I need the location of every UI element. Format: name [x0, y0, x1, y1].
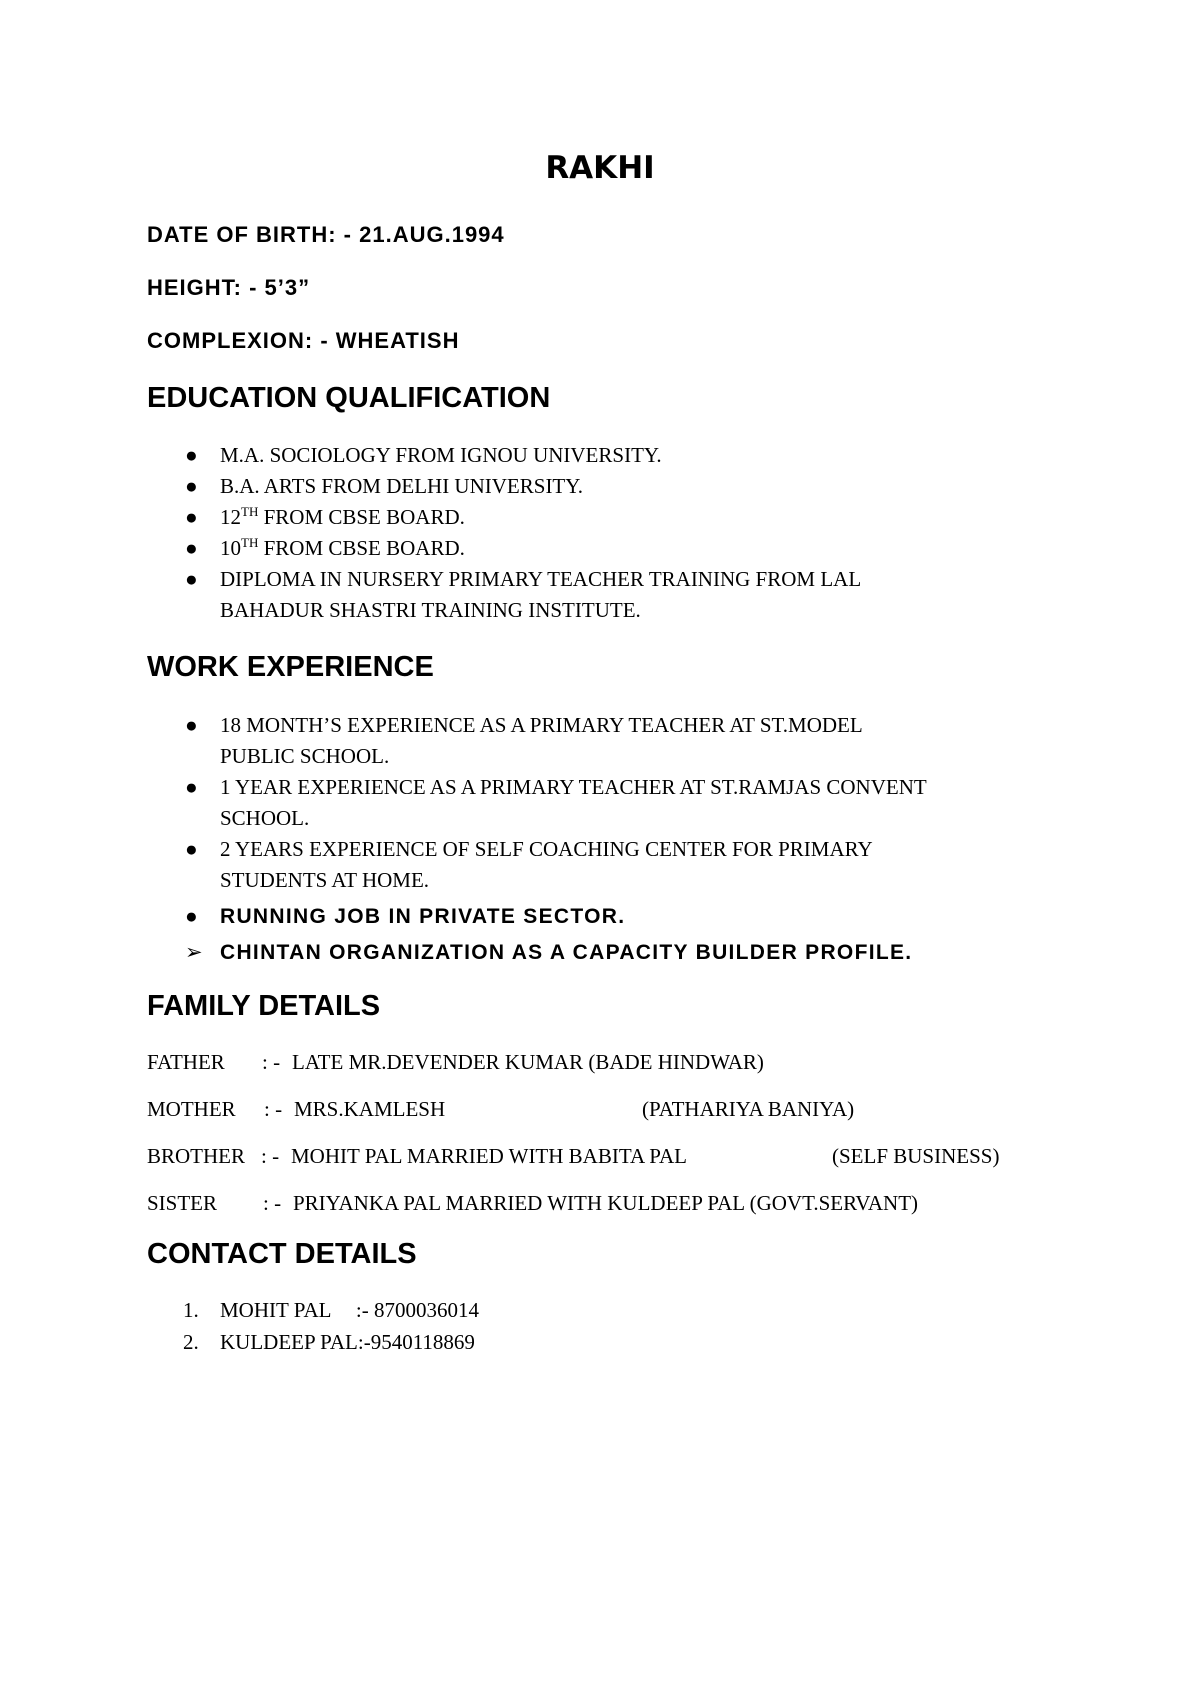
height: HEIGHT: - 5’3” [147, 275, 311, 300]
list-item: ● B.A. ARTS FROM DELHI UNIVERSITY. [147, 471, 1027, 502]
contact-heading: CONTACT DETAILS [147, 1238, 417, 1270]
education-heading: EDUCATION QUALIFICATION [147, 382, 551, 414]
bullet-icon: ● [185, 713, 198, 737]
bullet-icon: ● [185, 837, 198, 861]
list-item: ➢ CHINTAN ORGANIZATION AS A CAPACITY BUILDER PROFILE. [147, 937, 1077, 968]
list-item: 2. KULDEEP PAL:-9540118869 [183, 1330, 475, 1354]
education-list [147, 440, 1027, 626]
work-list [147, 710, 1077, 968]
bullet-icon: ● [185, 904, 198, 928]
list-item: ● 1 YEAR EXPERIENCE AS A PRIMARY TEACHER AT ST.RAMJAS CONVENT SCHOOL. [147, 772, 1077, 834]
bullet-icon: ● [185, 567, 198, 591]
work-heading: WORK EXPERIENCE [147, 651, 434, 683]
list-item: ● RUNNING JOB IN PRIVATE SECTOR. [147, 901, 1077, 932]
list-item: ● DIPLOMA IN NURSERY PRIMARY TEACHER TRAINING FROM LAL BAHADUR SHASTRI TRAINING INSTITUTE. [147, 564, 1027, 626]
family-heading: FAMILY DETAILS [147, 990, 381, 1022]
list-item: ● M.A. SOCIOLOGY FROM IGNOU UNIVERSITY. [147, 440, 1027, 471]
list-item: ● 12TH FROM CBSE BOARD. [147, 502, 1027, 533]
list-item: ● 2 YEARS EXPERIENCE OF SELF COACHING CENTER FOR PRIMARY STUDENTS AT HOME. [147, 834, 1077, 896]
arrow-bullet-icon: ➢ [185, 940, 203, 964]
list-item: ● 10TH FROM CBSE BOARD. [147, 533, 1027, 564]
bullet-icon: ● [185, 505, 198, 529]
list-item: ● 18 MONTH’S EXPERIENCE AS A PRIMARY TEACHER AT ST.MODEL PUBLIC SCHOOL. [147, 710, 1077, 772]
complexion: COMPLEXION: - WHEATISH [147, 328, 460, 353]
family-row-brother: BROTHER : - MOHIT PAL MARRIED WITH BABITA PAL (SELF BUSINESS) [147, 1144, 1000, 1168]
list-item: 1. MOHIT PAL :- 8700036014 [183, 1298, 479, 1322]
bullet-icon: ● [185, 775, 198, 799]
family-row-mother: MOTHER : - MRS.KAMLESH (PATHARIYA BANIYA) [147, 1097, 855, 1121]
contact-list [147, 1294, 479, 1358]
bullet-icon: ● [185, 536, 198, 560]
candidate-name: RAKHI [545, 150, 655, 186]
date-of-birth: DATE OF BIRTH: - 21.AUG.1994 [147, 222, 505, 247]
bullet-icon: ● [185, 474, 198, 498]
family-row-sister: SISTER : - PRIYANKA PAL MARRIED WITH KULDEEP PAL (GOVT.SERVANT) [147, 1191, 919, 1215]
family-row-father: FATHER : - LATE MR.DEVENDER KUMAR (BADE HINDWAR) [147, 1050, 764, 1074]
bullet-icon: ● [185, 443, 198, 467]
